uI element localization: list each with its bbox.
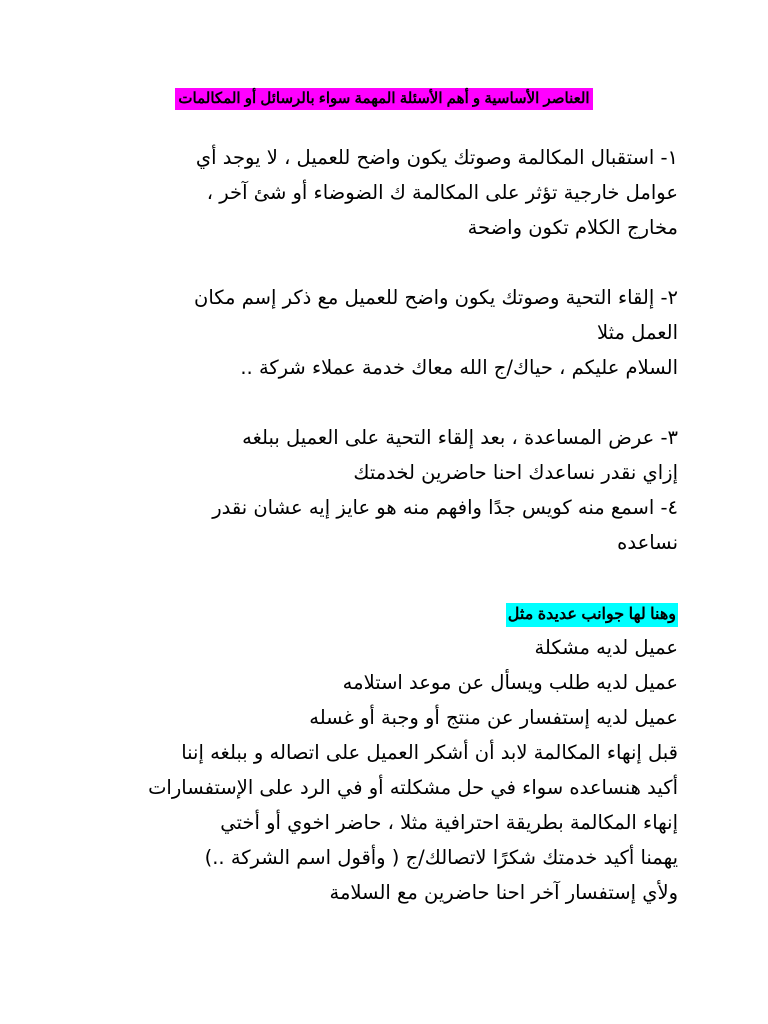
- title-container: [0, 88, 768, 110]
- paragraph-line: قبل إنهاء المكالمة لابد أن أشكر العميل على اتصاله و ببلغه إننا: [181, 741, 678, 764]
- highlight-heading: وهنا لها جوانب عديدة مثل: [506, 603, 678, 627]
- paragraph-line: مخارج الكلام تكون واضحة: [467, 216, 678, 239]
- paragraph-line: يهمنا أكيد خدمتك شكرًا لاتصالك/ج ( وأقول اسم الشركة ..): [204, 846, 678, 869]
- paragraph-line: ولأي إستفسار آخر احنا حاضرين مع السلامة: [329, 881, 678, 904]
- paragraph-gap: [96, 560, 678, 595]
- paragraph-line: ٢- إلقاء التحية وصوتك يكون واضح للعميل مع ذكر إسم مكان: [194, 286, 678, 309]
- paragraph-line: إزاي نقدر نساعدك احنا حاضرين لخدمتك: [353, 461, 678, 484]
- document-title: العناصر الأساسية و أهم الأسئلة المهمة سواء بالرسائل أو المكالمات: [175, 88, 592, 110]
- paragraph-gap: [96, 385, 678, 420]
- list-item: عميل لديه إستفسار عن منتج أو وجبة أو غسله: [309, 706, 678, 729]
- paragraph-gap: [96, 245, 678, 280]
- paragraph-line: أكيد هنساعده سواء في حل مشكلته أو في الرد على الإستفسارات: [148, 776, 678, 799]
- paragraph-line: السلام عليكم ، حياك/ج الله معاك خدمة عملاء شركة ..: [240, 356, 678, 379]
- highlight-heading-line: [96, 595, 678, 630]
- paragraph-line: ٤- اسمع منه كويس جدًا وافهم منه هو عايز إيه عشان نقدر: [212, 496, 678, 519]
- paragraph-line: ٣- عرض المساعدة ، بعد إلقاء التحية على العميل ببلغه: [242, 426, 678, 449]
- paragraph-line: عوامل خارجية تؤثر على المكالمة ك الضوضاء أو شئ آخر ،: [206, 181, 678, 204]
- document-body: [96, 140, 678, 910]
- paragraph-line: نساعده: [617, 531, 678, 554]
- list-item: عميل لديه مشكلة: [534, 636, 678, 659]
- paragraph-line: ١- استقبال المكالمة وصوتك يكون واضح للعميل ، لا يوجد أي: [195, 146, 678, 169]
- paragraph-line: العمل مثلا: [597, 321, 678, 344]
- list-item: عميل لديه طلب ويسأل عن موعد استلامه: [342, 671, 678, 694]
- paragraph-line: إنهاء المكالمة بطريقة احترافية مثلا ، حاضر اخوي أو أختي: [220, 811, 678, 834]
